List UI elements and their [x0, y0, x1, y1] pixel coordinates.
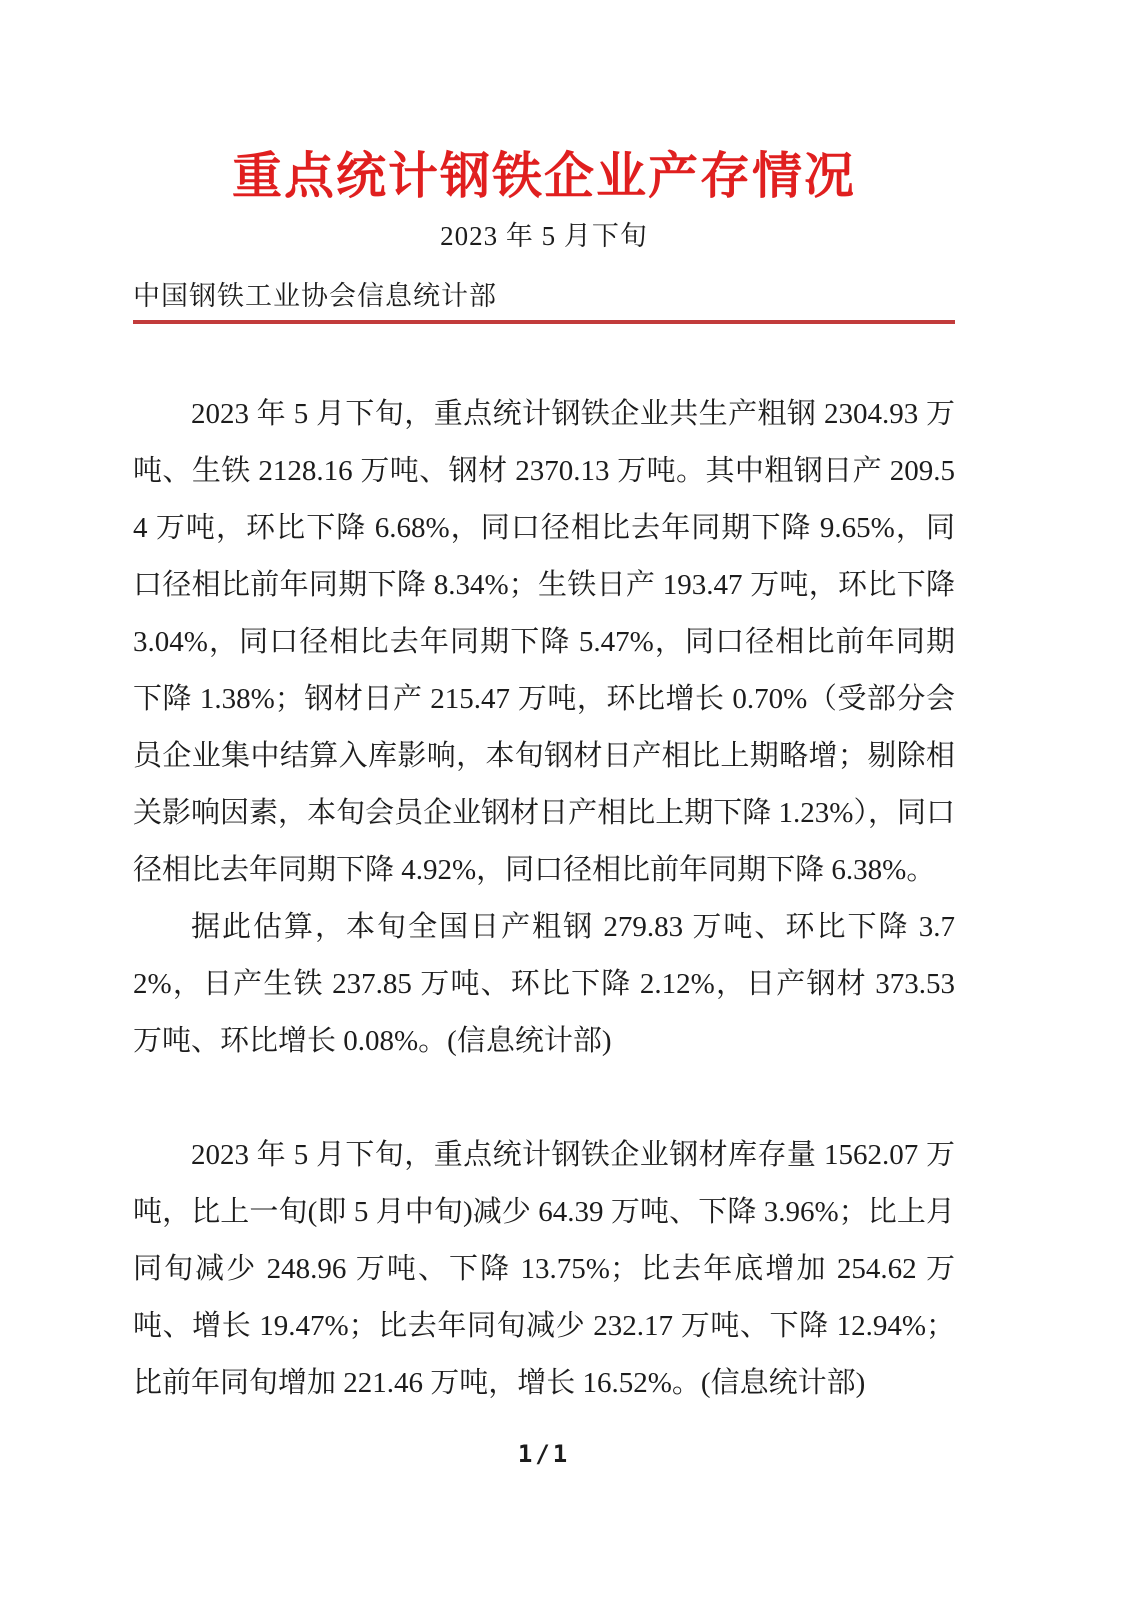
paragraph-inventory-stats: 2023 年 5 月下旬，重点统计钢铁企业钢材库存量 1562.07 万吨，比上一旬(即 5 月中旬)减少 64.39 万吨、下降 3.96%；比上月同旬减少 248.96 万吨、下降 13.75%；比去年底增加 254.62 万吨、增长 19.47%；比去年同旬减少 232.17 万吨、下降 12.94%；比前年同旬增加 221.46 万吨，增长 16.52%。(信息统计部) [133, 1138, 955, 1399]
paragraph-production-stats: 2023 年 5 月下旬，重点统计钢铁企业共生产粗钢 2304.93 万吨、生铁 2128.16 万吨、钢材 2370.13 万吨。其中粗钢日产 209.54 万吨，环比下降 6.68%，同口径相比去年同期下降 9.65%，同口径相比前年同期下降 8.34%；生铁日产 193.47 万吨，环比下降 3.04%，同口径相比去年同期下降 5.47%，同口径相比前年同期下降 1.38%；钢材日产 215.47 万吨，环比增长 0.70%（受部分会员企业集中结算入库影响，本旬钢材日产相比上期略增；剔除相关影响因素，本旬会员企业钢材日产相比上期下降 1.23%），同口径相比去年同期下降 4.92%，同口径相比前年同期下降 6.38%。 [133, 397, 955, 886]
document-body [133, 386, 955, 1412]
page-number: 1/1 [517, 1440, 571, 1468]
document-title: 重点统计钢铁企业产存情况 [232, 148, 856, 204]
document-page [133, 0, 955, 1600]
document-subtitle: 2023 年 5 月下旬 [440, 221, 648, 251]
issuing-department: 中国钢铁工业协会信息统计部 [133, 281, 497, 312]
paragraph-national-estimate: 据此估算，本旬全国日产粗钢 279.83 万吨、环比下降 3.72%，日产生铁 237.85 万吨、环比下降 2.12%，日产钢材 373.53 万吨、环比增长 0.08%。(信息统计部) [133, 910, 955, 1057]
red-divider-rule [133, 320, 955, 324]
